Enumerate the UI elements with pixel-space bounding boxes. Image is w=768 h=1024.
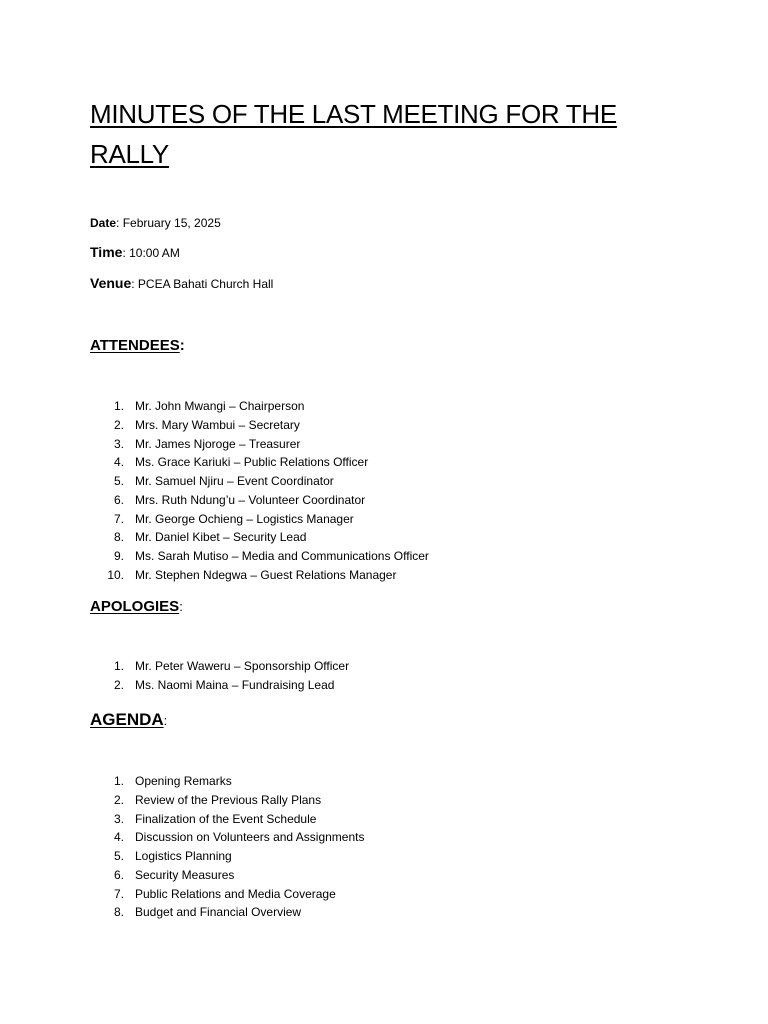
list-item-number: 6. (113, 867, 124, 882)
date-separator: : (116, 216, 123, 230)
list-item-number: 5. (113, 849, 124, 863)
list-item-number: 4. (113, 830, 124, 845)
list-item-text: Discussion on Volunteers and Assignments (135, 830, 365, 845)
list-item-number: 1. (113, 774, 124, 788)
meeting-time (90, 244, 180, 261)
list-item-number: 1. (113, 659, 124, 673)
list-item-number: 7. (113, 886, 124, 901)
list-item-number: 8. (113, 905, 124, 920)
date-label: Date (90, 216, 117, 230)
venue-separator: : (131, 277, 138, 291)
date-value: February 15, 2025 (122, 216, 221, 230)
list-item-text: Finalization of the Event Schedule (135, 811, 317, 826)
list-item-number: 2. (113, 417, 124, 432)
list-item-text: Security Measures (135, 867, 235, 882)
list-item-number: 6. (113, 492, 124, 507)
list-item-number: 9. (113, 549, 124, 563)
list-item-number: 2. (113, 677, 124, 692)
apologies-heading (90, 597, 183, 617)
agenda-heading (90, 710, 167, 731)
list-item-text: Budget and Financial Overview (135, 905, 302, 920)
list-item-number: 1. (113, 399, 124, 413)
list-item-text: Mrs. Mary Wambui – Secretary (135, 417, 300, 432)
document-title: MINUTES OF THE LAST MEETING FOR THE RALLY (90, 99, 617, 169)
list-item-text: Mr. James Njoroge – Treasurer (135, 436, 301, 451)
apologies-heading-text: APOLOGIES (90, 598, 180, 615)
list-item-number: 3. (113, 436, 124, 451)
list-item-text: Ms. Sarah Mutiso – Media and Communications Officer (135, 549, 429, 563)
list-item-text: Mr. Samuel Njiru – Event Coordinator (135, 474, 334, 488)
meeting-venue (90, 275, 273, 292)
time-separator: : (122, 246, 130, 260)
list-item-text: Logistics Planning (135, 849, 232, 863)
list-item-text: Mr. Daniel Kibet – Security Lead (135, 530, 307, 545)
agenda-heading-text: AGENDA (90, 710, 164, 729)
time-value: 10:00 AM (129, 246, 180, 260)
list-item-text: Opening Remarks (135, 774, 232, 788)
meeting-date (90, 215, 221, 231)
list-item-text: Public Relations and Media Coverage (135, 886, 336, 901)
list-item-text: Mr. Stephen Ndegwa – Guest Relations Manager (135, 567, 397, 582)
venue-label: Venue (90, 275, 132, 291)
attendees-heading-text: ATTENDEES (90, 337, 180, 354)
list-item-number: 3. (113, 811, 124, 826)
list-item-text: Ms. Grace Kariuki – Public Relations Officer (135, 455, 369, 470)
list-item-text: Mr. John Mwangi – Chairperson (135, 399, 305, 413)
list-item-number: 10. (107, 567, 124, 582)
list-item-text: Mr. Peter Waweru – Sponsorship Officer (135, 659, 350, 673)
list-item-number: 2. (113, 792, 124, 807)
list-item-text: Mr. George Ochieng – Logistics Manager (135, 511, 354, 526)
attendees-heading-colon: : (179, 337, 185, 354)
list-item-number: 4. (113, 455, 124, 470)
apologies-heading-colon: : (179, 599, 183, 614)
venue-value: PCEA Bahati Church Hall (137, 277, 274, 291)
attendees-heading (90, 336, 185, 356)
agenda-heading-colon: : (163, 713, 168, 728)
list-item-text: Mrs. Ruth Ndung’u – Volunteer Coordinator (135, 492, 366, 507)
time-label: Time (90, 244, 123, 260)
list-item-text: Review of the Previous Rally Plans (135, 792, 322, 807)
list-item-text: Ms. Naomi Maina – Fundraising Lead (135, 677, 335, 692)
list-item-number: 5. (113, 474, 124, 488)
list-item-number: 8. (113, 530, 124, 545)
list-item-number: 7. (113, 511, 124, 526)
